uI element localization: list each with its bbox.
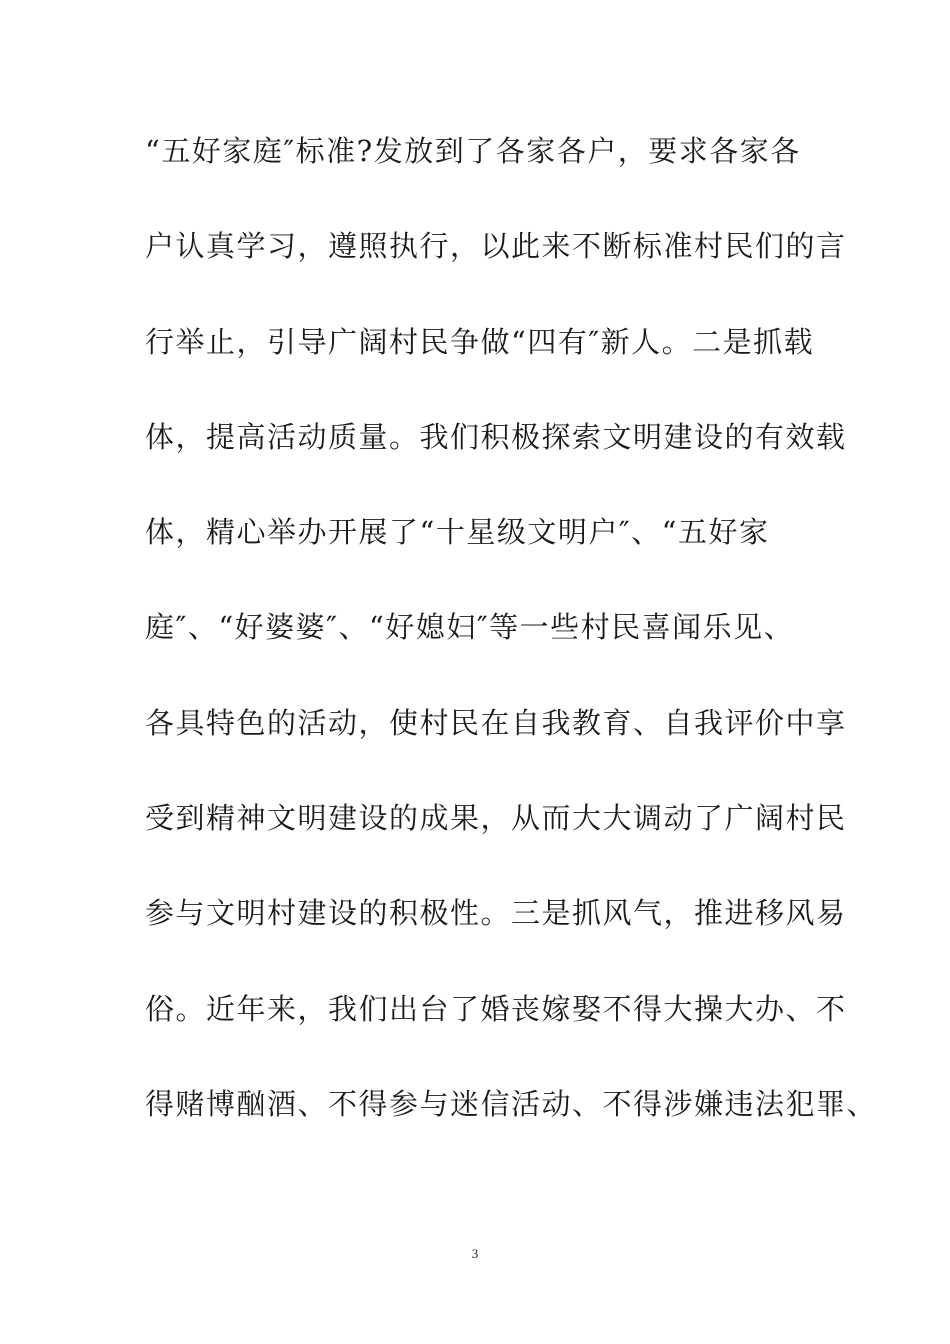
text-line: 得赌博酗酒、不得参与迷信活动、不得涉嫌违法犯罪、 [145,1086,878,1121]
page-number: 3 [471,1246,479,1261]
text-line: 体，精心举办开展了“十星级文明户″、“五好家 [145,515,770,550]
text-line: 庭″、“好婆婆″、“好媳妇″等一些村民喜闻乐见、 [145,610,795,645]
text-line: 各具特色的活动，使村民在自我教育、自我评价中享 [145,705,847,740]
text-line: 参与文明村建设的积极性。三是抓风气，推进移风易 [145,896,847,931]
text-line: 受到精神文明建设的成果，从而大大调动了广阔村民 [145,801,847,836]
text-line: “五好家庭″标准?发放到了各家各户，要求各家各 [145,134,801,168]
text-line: 户认真学习，遵照执行，以此来不断标准村民们的言 [145,229,847,264]
text-line: 行举止，引导广阔村民争做“四有″新人。二是抓载 [145,324,815,359]
text-line: 体，提高活动质量。我们积极探索文明建设的有效载 [145,419,847,454]
text-line: 俗。近年来，我们出台了婚丧嫁娶不得大操大办、不 [145,991,847,1026]
body-paragraph [145,128,878,1176]
